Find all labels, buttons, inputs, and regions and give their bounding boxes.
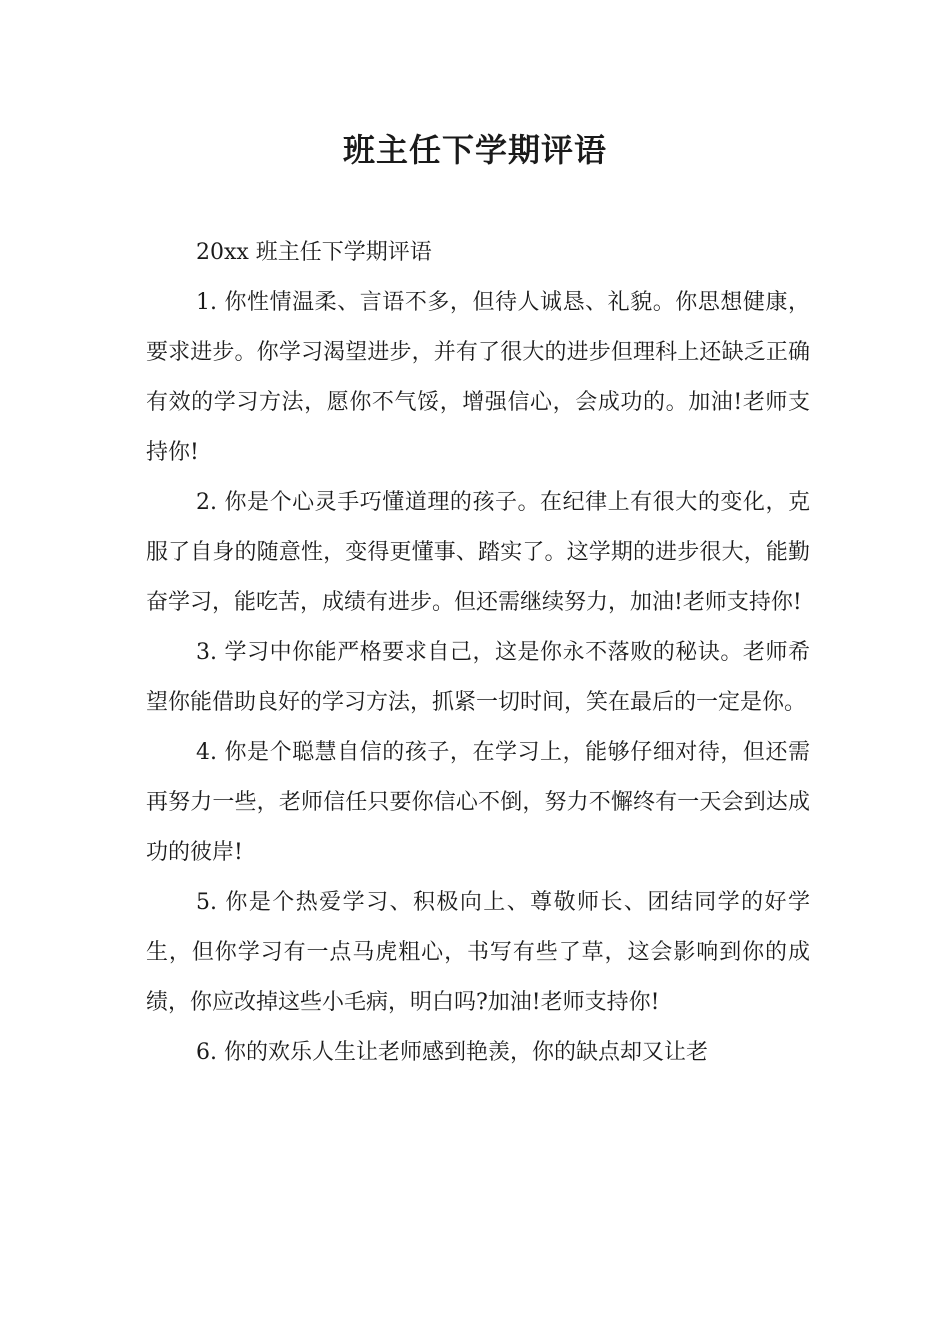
subtitle-paragraph: 20xx 班主任下学期评语 xyxy=(196,240,432,265)
comment-paragraph-4: 4. 你是个聪慧自信的孩子，在学习上，能够仔细对待，但还需再努力一些，老师信任只要你信心不倒，努力不懈终有一天会到达成功的彼岸! xyxy=(146,740,810,865)
document-title: 班主任下学期评语 xyxy=(342,131,607,169)
comment-paragraph-2: 2. 你是个心灵手巧懂道理的孩子。在纪律上有很大的变化，克服了自身的随意性，变得更懂事、踏实了。这学期的进步很大，能勤奋学习，能吃苦，成绩有进步。但还需继续努力，加油!老师支持你! xyxy=(146,490,810,615)
document-body xyxy=(146,228,810,1078)
comment-paragraph-3: 3. 学习中你能严格要求自己，这是你永不落败的秘诀。老师希望你能借助良好的学习方法，抓紧一切时间，笑在最后的一定是你。 xyxy=(146,640,810,715)
comment-paragraph-1: 1. 你性情温柔、言语不多，但待人诚恳、礼貌。你思想健康，要求进步。你学习渴望进步，并有了很大的进步但理科上还缺乏正确有效的学习方法，愿你不气馁，增强信心，会成功的。加油!老师支持你! xyxy=(146,290,810,465)
comment-paragraph-5: 5. 你是个热爱学习、积极向上、尊敬师长、团结同学的好学生，但你学习有一点马虎粗心，书写有些了草，这会影响到你的成绩，你应改掉这些小毛病，明白吗?加油!老师支持你! xyxy=(146,890,810,1015)
comment-paragraph-6: 6. 你的欢乐人生让老师感到艳羡，你的缺点却又让老 xyxy=(196,1040,708,1065)
